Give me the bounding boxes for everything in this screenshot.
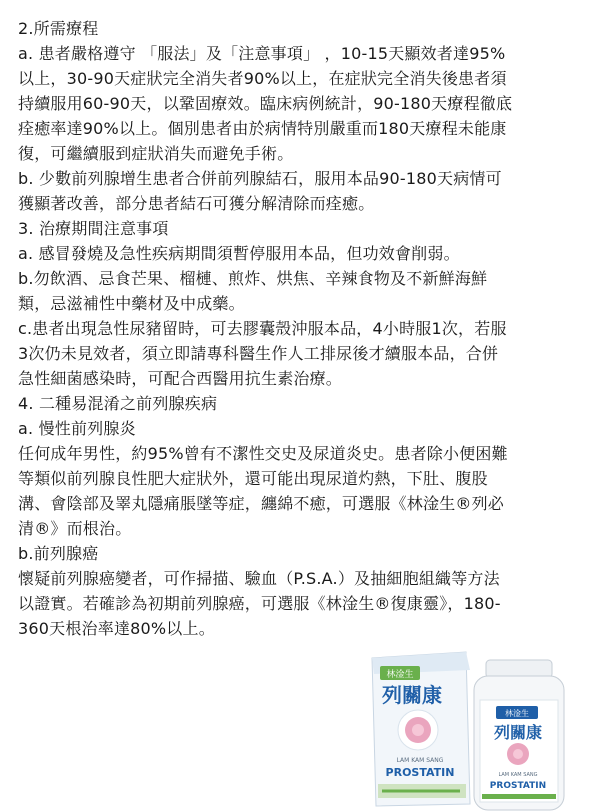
paragraph-line: 360天根治率達80%以上。	[18, 619, 215, 638]
bottle-label: PROSTATIN	[489, 781, 547, 791]
paragraph-line: 獲顯著改善，部分患者結石可獲分解清除而痊癒。	[18, 194, 375, 213]
box-romanized: LAM KAM SANG	[396, 757, 444, 764]
paragraph-line: 3次仍未見效者，須立即請專科醫生作人工排尿後才續服本品，合併	[18, 344, 499, 363]
paragraph-line: a. 感冒發燒及急性疾病期間須暫停服用本品，但功效會削弱。	[18, 244, 460, 263]
paragraph-line: 復，可繼續服到症狀消失而避免手術。	[18, 144, 294, 163]
paragraph-line: 以上，30-90天症狀完全消失者90%以上，在症狀完全消失後患者須	[18, 69, 507, 88]
product-box	[372, 652, 470, 806]
section-heading: 4. 二種易混淆之前列腺疾病	[18, 394, 218, 413]
paragraph-line: 清®》而根治。	[18, 519, 132, 538]
paragraph-line: c.患者出現急性尿豬留時，可去膠囊殼沖服本品，4小時服1次，若服	[18, 319, 507, 338]
paragraph-line: 等類似前列腺良性肥大症狀外，還可能出現尿道灼熱，下肚、腹股	[18, 469, 488, 488]
paragraph-line: 痊癒率達90%以上。個別患者由於病情特別嚴重而180天療程未能康	[18, 119, 507, 138]
paragraph-line: 類，忌滋補性中藥材及中成藥。	[18, 294, 245, 313]
paragraph-line: a. 患者嚴格遵守 「服法」及「注意事項」 ，10-15天顯效者達95%	[18, 44, 506, 63]
paragraph-line: 持續服用60-90天，以鞏固療效。臨床病例統計，90-180天療程徹底	[18, 94, 513, 113]
section-heading: 2.所需療程	[18, 19, 99, 38]
box-brand: 林淦生	[386, 670, 414, 680]
product-bottle	[474, 660, 564, 810]
paragraph-line: b. 少數前列腺增生患者合併前列腺結石，服用本品90-180天病情可	[18, 169, 502, 188]
paragraph-line: 急性細菌感染時，可配合西醫用抗生素治療。	[18, 369, 343, 388]
bottle-brand: 林淦生	[505, 709, 529, 718]
paragraph-line: b.勿飲酒、忌食芒果、榴槤、煎炸、烘焦、辛辣食物及不新鮮海鮮	[18, 269, 488, 288]
section-heading: 3. 治療期間注意事項	[18, 219, 169, 238]
paragraph-line: 懷疑前列腺癌變者，可作掃描、驗血（P.S.A.）及抽細胞組織等方法	[18, 569, 500, 588]
subsection-heading: b.前列腺癌	[18, 544, 99, 563]
paragraph-line: 溝、會陰部及睪丸隱痛脹墜等症，纏綿不癒，可選服《林淦生®列必	[18, 494, 505, 513]
subsection-heading: a. 慢性前列腺炎	[18, 419, 136, 438]
product-image	[370, 644, 604, 811]
bottle-romanized: LAM KAM SANG	[498, 772, 538, 778]
bottle-name: 列關康	[493, 723, 543, 742]
paragraph-line: 以證實。若確診為初期前列腺癌，可選服《林淦生®復康靈》，180-	[18, 594, 501, 613]
box-label: PROSTATIN	[385, 766, 455, 779]
paragraph-line: 任何成年男性，約95%曾有不潔性交史及尿道炎史。患者除小便困難	[18, 444, 508, 463]
box-name: 列關康	[382, 683, 442, 707]
document-body	[18, 16, 588, 641]
